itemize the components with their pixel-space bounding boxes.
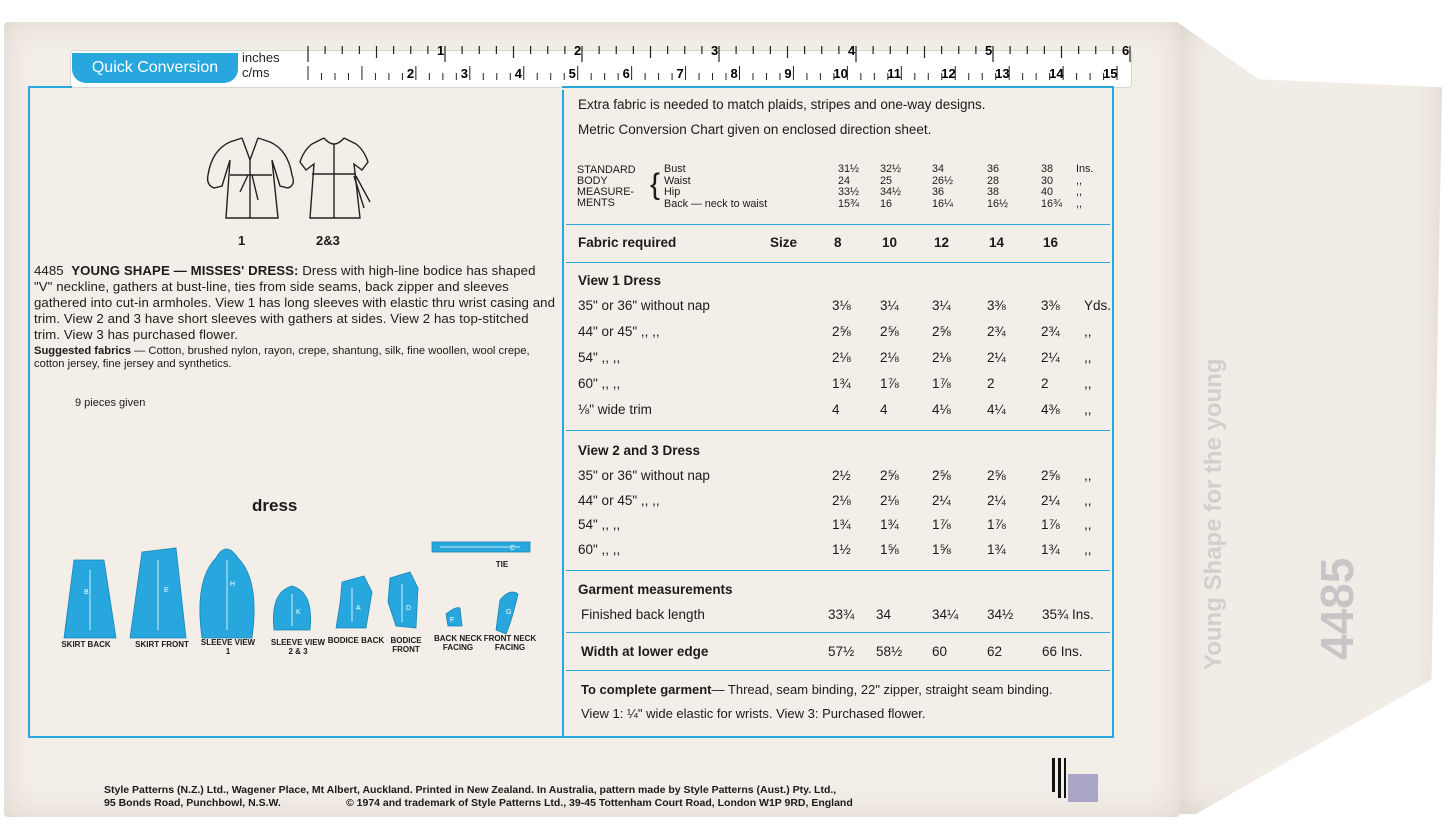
table-cell: 2⅝ <box>932 468 951 483</box>
table-cell: ,, <box>1076 186 1082 198</box>
inch-mark: 4 <box>848 43 856 58</box>
cm-mark: 9 <box>784 66 792 81</box>
inch-mark: 2 <box>574 43 582 58</box>
table-cell: 60" ,, ,, <box>578 541 621 557</box>
table-cell: 36 <box>932 186 945 198</box>
cm-mark: 13 <box>995 66 1010 81</box>
pattern-number: 4485 <box>34 263 64 278</box>
piece-letter-e: E <box>164 587 169 594</box>
table-cell: 33½ <box>838 186 860 198</box>
garment-title: Garment measurements <box>578 582 733 597</box>
table-cell: 2⅝ <box>832 324 851 339</box>
rule-3 <box>566 430 1110 431</box>
barcode-bar <box>1052 758 1055 792</box>
table-cell: 2¼ <box>1041 350 1060 365</box>
table-cell: 2⅝ <box>880 324 899 339</box>
table-cell: 16½ <box>987 197 1009 210</box>
size-header: 10 <box>882 235 898 250</box>
table-cell: 32½ <box>880 163 902 175</box>
table-cell: Back — neck to waist <box>664 197 768 210</box>
table-cell: 2¼ <box>1041 492 1060 508</box>
table-cell: 1⅝ <box>880 541 899 557</box>
table-cell: 2⅝ <box>1041 468 1060 483</box>
pattern-pieces <box>30 530 550 640</box>
inch-mark: 5 <box>985 43 993 58</box>
view2-title: View 2 and 3 Dress <box>578 443 701 458</box>
piece-bodice-front <box>388 572 418 628</box>
table-cell: 35¾ Ins. <box>1042 607 1094 622</box>
flap-bleed-number: 4485 <box>1311 557 1363 660</box>
table-cell: 4 <box>832 402 840 417</box>
inch-mark: 3 <box>711 43 719 58</box>
note-plaids: Extra fabric is needed to match plaids, stripes and one-way designs. <box>578 97 986 112</box>
size-header: 12 <box>934 235 950 250</box>
color-swatch <box>1068 774 1098 802</box>
table-cell: Bust <box>664 163 686 175</box>
table-cell: 31½ <box>838 163 860 175</box>
table-cell: 44" or 45" ,, ,, <box>578 324 660 339</box>
frame-top-left <box>28 86 72 88</box>
table-cell: 1⅞ <box>932 517 951 532</box>
table-cell: ,, <box>1084 402 1092 417</box>
table-cell: 2¼ <box>932 492 951 508</box>
table-cell: ⅛" wide trim <box>578 402 652 417</box>
table-cell: 34 <box>932 163 945 175</box>
table-cell: 1¾ <box>880 517 899 532</box>
rule-6 <box>566 670 1110 671</box>
table-cell: 2⅝ <box>932 324 951 339</box>
table-cell: 2¾ <box>987 324 1006 339</box>
table-cell: ,, <box>1084 376 1092 391</box>
table-cell: 40 <box>1041 186 1054 198</box>
table-cell: 57½ <box>828 644 855 659</box>
cm-mark: 8 <box>730 66 738 81</box>
table-cell: 35" or 36" without nap <box>578 468 710 483</box>
table-cell: 2¾ <box>1041 324 1060 339</box>
footer-line2b: © 1974 and trademark of Style Patterns Ltd., 39-45 Tottenham Court Road, London W1P 9RD, England <box>346 797 853 809</box>
piece-letter-d: D <box>406 605 412 612</box>
table-cell: 66 Ins. <box>1042 644 1083 659</box>
table-cell: 16¾ <box>1041 197 1063 210</box>
table-cell: 60" ,, ,, <box>578 376 621 391</box>
table-cell: 2¼ <box>987 492 1006 508</box>
table-cell: 34½ <box>880 186 902 198</box>
flap-bleed-text: Young Shape for the young <box>1200 358 1227 670</box>
table-cell: 3¼ <box>880 298 899 313</box>
label-sleeve-view1: SLEEVE VIEW 1 <box>200 638 256 656</box>
piece-letter-k: K <box>296 609 301 616</box>
size-header: 16 <box>1043 235 1059 250</box>
label-sleeve-view23: SLEEVE VIEW 2 & 3 <box>270 638 326 656</box>
table-cell: 4¼ <box>987 402 1006 417</box>
pieces-given: 9 pieces given <box>75 397 146 409</box>
table-cell: 2⅛ <box>832 492 851 508</box>
table-cell: 3⅜ <box>1041 298 1060 313</box>
table-cell: 30 <box>1041 174 1054 187</box>
table-cell: ,, <box>1076 197 1082 210</box>
table-cell: 2 <box>1041 376 1049 391</box>
piece-letter-a: A <box>356 605 361 612</box>
table-cell: Ins. <box>1076 163 1094 175</box>
rule-5 <box>566 632 1110 633</box>
table-cell: 1¾ <box>987 541 1006 557</box>
size-header: 14 <box>989 235 1005 250</box>
table-cell: 38 <box>1041 163 1054 175</box>
table-cell: 2¼ <box>987 350 1006 365</box>
table-cell: 2⅛ <box>880 492 899 508</box>
piece-letter-b: B <box>84 589 89 596</box>
label-front-neck-facing: FRONT NECK FACING <box>483 634 537 652</box>
table-cell: ,, <box>1084 350 1092 365</box>
cm-mark: 7 <box>676 66 684 81</box>
table-cell: 38 <box>987 186 1000 198</box>
table-cell: 34 <box>876 607 892 622</box>
table-cell: 58½ <box>876 644 903 659</box>
table-cell: ,, <box>1084 468 1092 483</box>
table-cell: 62 <box>987 644 1003 659</box>
footer-line1: Style Patterns (N.Z.) Ltd., Wagener Place, Mt Albert, Auckland. Printed in New Zealand. In Australia, pattern made by Style Patterns (Aust.) Pty. Ltd., <box>104 784 837 796</box>
table-cell: 1¾ <box>832 517 851 532</box>
table-cell: 1⅞ <box>1041 517 1060 532</box>
cm-mark: 5 <box>568 66 576 81</box>
table-cell: 34½ <box>987 607 1014 622</box>
inch-mark: 6 <box>1122 43 1130 58</box>
table-cell: 1⅞ <box>880 376 899 391</box>
table-cell: 2½ <box>832 468 851 483</box>
cm-mark: 6 <box>622 66 630 81</box>
table-cell: Yds. <box>1084 298 1112 313</box>
view1-title: View 1 Dress <box>578 273 662 288</box>
piece-bodice-back <box>336 576 372 628</box>
view23-caption: 2&3 <box>316 233 340 248</box>
table-cell: ,, <box>1084 324 1092 339</box>
table-cell: 33¾ <box>828 607 855 622</box>
table-cell: ,, <box>1084 541 1092 557</box>
table-cell: 2⅝ <box>987 468 1006 483</box>
label-skirt-back: SKIRT BACK <box>61 640 111 649</box>
table-cell: 3⅛ <box>832 298 851 313</box>
ruler-ticks <box>290 40 1130 86</box>
cm-mark: 11 <box>887 66 902 81</box>
body-measurement-label: STANDARD BODY MEASURE- MENTS <box>577 164 636 209</box>
cm-mark: 14 <box>1049 66 1064 81</box>
table-cell: 4⅜ <box>1041 402 1060 417</box>
size-header: 8 <box>834 235 842 250</box>
frame-divider <box>562 90 564 736</box>
table-cell: 1¾ <box>832 376 851 391</box>
table-cell: Waist <box>664 174 691 187</box>
cm-mark: 12 <box>941 66 956 81</box>
complete-line2: View 1: ¼" wide elastic for wrists. View 3: Purchased flower. <box>581 706 926 721</box>
quick-conversion-label: Quick Conversion <box>72 53 238 83</box>
ruler <box>290 40 1130 86</box>
width-label: Width at lower edge <box>581 644 709 659</box>
footer-line2a: 95 Bonds Road, Punchbowl, N.S.W. <box>104 797 281 809</box>
piece-letter-h: H <box>230 581 236 588</box>
piece-letter-g: G <box>506 609 512 616</box>
cm-mark: 10 <box>833 66 848 81</box>
table-cell: 15¾ <box>838 197 860 210</box>
fabric-required-label: Fabric required <box>578 235 677 250</box>
measure-brace: { <box>650 168 661 201</box>
table-cell: 28 <box>987 174 1000 187</box>
pattern-title: YOUNG SHAPE — MISSES' DRESS: <box>71 263 299 278</box>
cm-mark: 3 <box>460 66 469 81</box>
table-cell: 4 <box>880 402 888 417</box>
table-cell: 2⅛ <box>932 350 951 365</box>
table-cell: 26½ <box>932 174 954 187</box>
table-cell: 60 <box>932 644 948 659</box>
table-cell: 1⅞ <box>987 517 1006 532</box>
table-cell: 3¼ <box>932 298 951 313</box>
size-label: Size <box>770 235 798 250</box>
cm-mark: 2 <box>406 66 415 81</box>
back-length-label: Finished back length <box>581 607 705 622</box>
fabrics-text: — Cotton, brushed nylon, rayon, crepe, shantung, silk, fine woollen, wool crepe, cotton jersey, fine jersey and synthetics. <box>34 345 530 370</box>
table-cell: 3⅜ <box>987 298 1006 313</box>
pattern-text: Dress with high-line bodice has shaped "V" neckline, gathers at bust-line, ties from side seams, back zipper and sleeves gathered into cut-in armholes. View 1 has long sleeves with elastic thru wrist casing and trim. View 2 and 3 have short sleeves with gathers at sides. View 2 has top-stitched trim. View 3 has purchased flower. <box>34 263 556 342</box>
table-cell: 54" ,, ,, <box>578 517 621 532</box>
frame-top-right <box>562 86 1112 88</box>
table-cell: 2⅝ <box>880 468 899 483</box>
table-cell: ,, <box>1084 492 1092 508</box>
view1-caption: 1 <box>238 233 246 248</box>
barcode-bar <box>1064 758 1066 798</box>
fabrics-label: Suggested fabrics <box>34 345 131 357</box>
table-cell: 36 <box>987 163 1000 175</box>
table-cell: 2⅛ <box>880 350 899 365</box>
table-cell: ,, <box>1084 517 1092 532</box>
table-cell: 34¼ <box>932 607 959 622</box>
table-cell: ,, <box>1076 174 1082 187</box>
piece-letter-f: F <box>450 617 455 624</box>
table-cell: 35" or 36" without nap <box>578 298 710 313</box>
cm-mark: 4 <box>514 66 522 81</box>
rule-2 <box>566 262 1110 263</box>
table-cell: 25 <box>880 174 893 187</box>
table-cell: Hip <box>664 186 681 198</box>
inch-mark: 1 <box>437 43 445 58</box>
note-metric: Metric Conversion Chart given on enclosed direction sheet. <box>578 122 932 137</box>
label-bodice-back: BODICE BACK <box>327 636 385 645</box>
table-cell: 2⅛ <box>832 350 851 365</box>
table-cell: 16 <box>880 197 893 210</box>
label-bodice-front: BODICE FRONT <box>390 636 422 654</box>
inches-label: inches <box>242 50 280 65</box>
pattern-description <box>34 263 556 343</box>
table-cell: 1⅝ <box>932 541 951 557</box>
rule-4 <box>566 570 1110 571</box>
complete-label: To complete garment <box>581 682 712 697</box>
suggested-fabrics <box>34 345 556 371</box>
complete-text: — Thread, seam binding, 22" zipper, straight seam binding. <box>711 682 1053 697</box>
complete-garment <box>581 682 1053 697</box>
piece-letter-c: C <box>510 545 516 552</box>
cm-mark: 15 <box>1103 66 1118 81</box>
table-cell: 1½ <box>832 541 851 557</box>
table-cell: 24 <box>838 174 851 187</box>
table-cell: 4⅛ <box>932 402 951 417</box>
barcode-bar <box>1058 758 1061 798</box>
dress-sketches <box>200 130 380 230</box>
table-cell: 1⅞ <box>932 376 951 391</box>
table-cell: 44" or 45" ,, ,, <box>578 492 660 508</box>
label-skirt-front: SKIRT FRONT <box>135 640 189 649</box>
pattern-layout-title: dress <box>252 496 298 515</box>
tie-label: TIE <box>495 560 509 569</box>
cms-label: c/ms <box>242 65 270 80</box>
table-cell: 1¾ <box>1041 541 1060 557</box>
rule-1 <box>566 224 1110 225</box>
table-cell: 16¼ <box>932 197 954 210</box>
table-cell: 54" ,, ,, <box>578 350 621 365</box>
table-cell: 2 <box>987 376 995 391</box>
label-back-neck-facing: BACK NECK FACING <box>434 634 482 652</box>
